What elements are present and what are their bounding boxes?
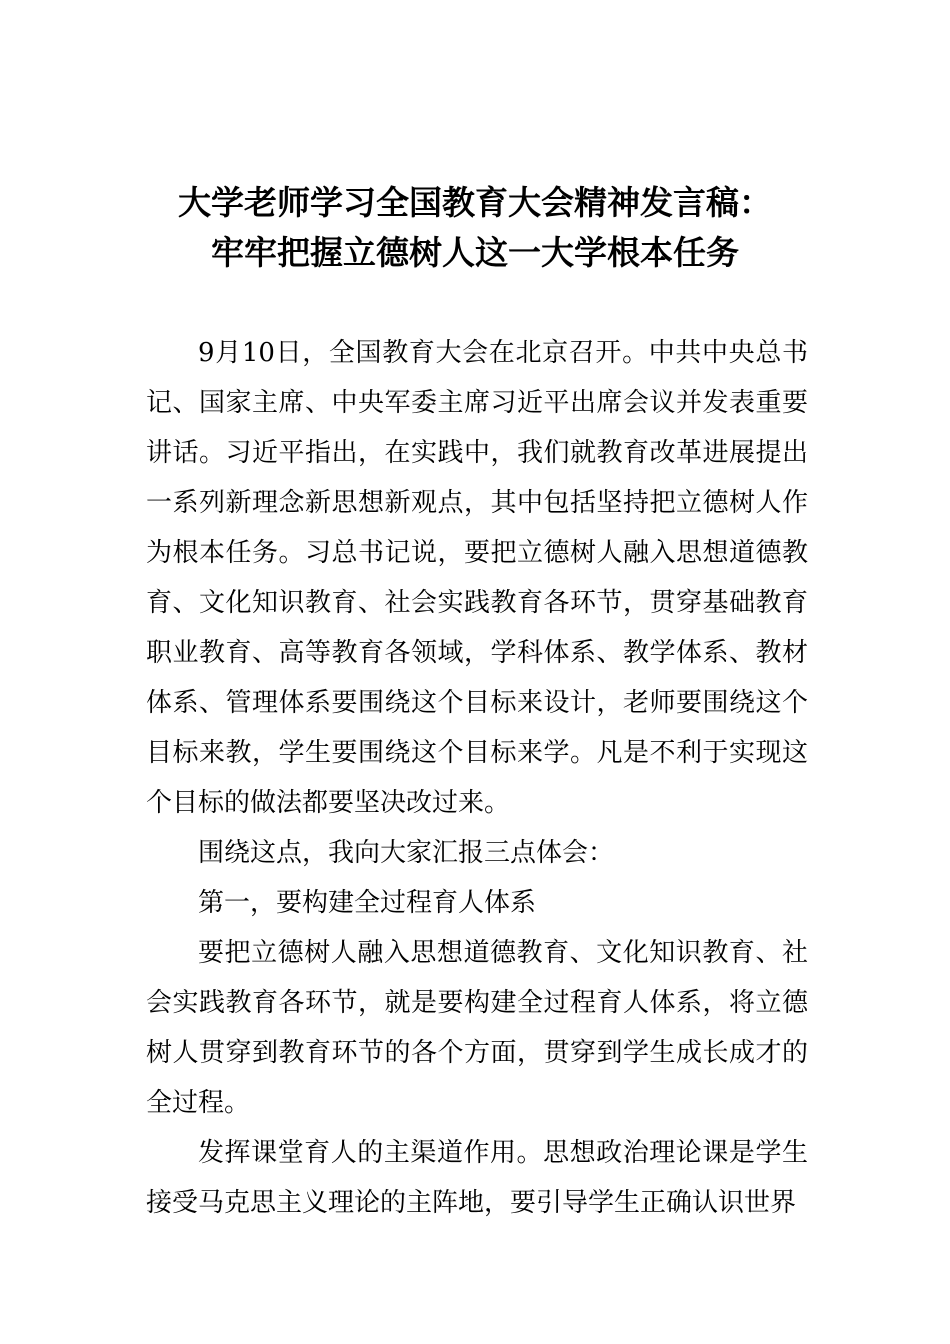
paragraph-intro: 围绕这点，我向大家汇报三点体会： [198,838,615,868]
paragraph-meeting-summary: 9月10日，全国教育大会在北京召开。中共中央总书记、国家主席、中央军委主席习近平出席会议并发表重要讲话。习近平指出，在实践中，我们就教育改革进展提出一系列新理念新思想新观点，其中包括坚持把立德树人作为根本任务。习总书记说，要把立德树人融入思想道德教育、文化知识教育、社会实践教育各环节，贯穿基础教育职业教育、高等教育各领域，学科体系、教学体系、教材体系、管理体系要围绕这个目标来设计，老师要围绕这个目标来教，学生要围绕这个目标来学。凡是不利于实现这个目标的做法都要坚决改过来。 [146,338,808,818]
document-title-line-2: 牢牢把握立德树人这一大学根本任务 [211,233,739,272]
document-title-line-1: 大学老师学习全国教育大会精神发言稿： [178,183,772,222]
document-body [146,328,808,1228]
paragraph-classroom: 发挥课堂育人的主渠道作用。思想政治理论课是学生接受马克思主义理论的主阵地，要引导学生正确认识世界 [146,1138,808,1218]
paragraph-section-1: 要把立德树人融入思想道德教育、文化知识教育、社会实践教育各环节，就是要构建全过程育人体系，将立德树人贯穿到教育环节的各个方面，贯穿到学生成长成才的全过程。 [146,938,808,1118]
section-heading-1: 第一，要构建全过程育人体系 [198,888,537,918]
